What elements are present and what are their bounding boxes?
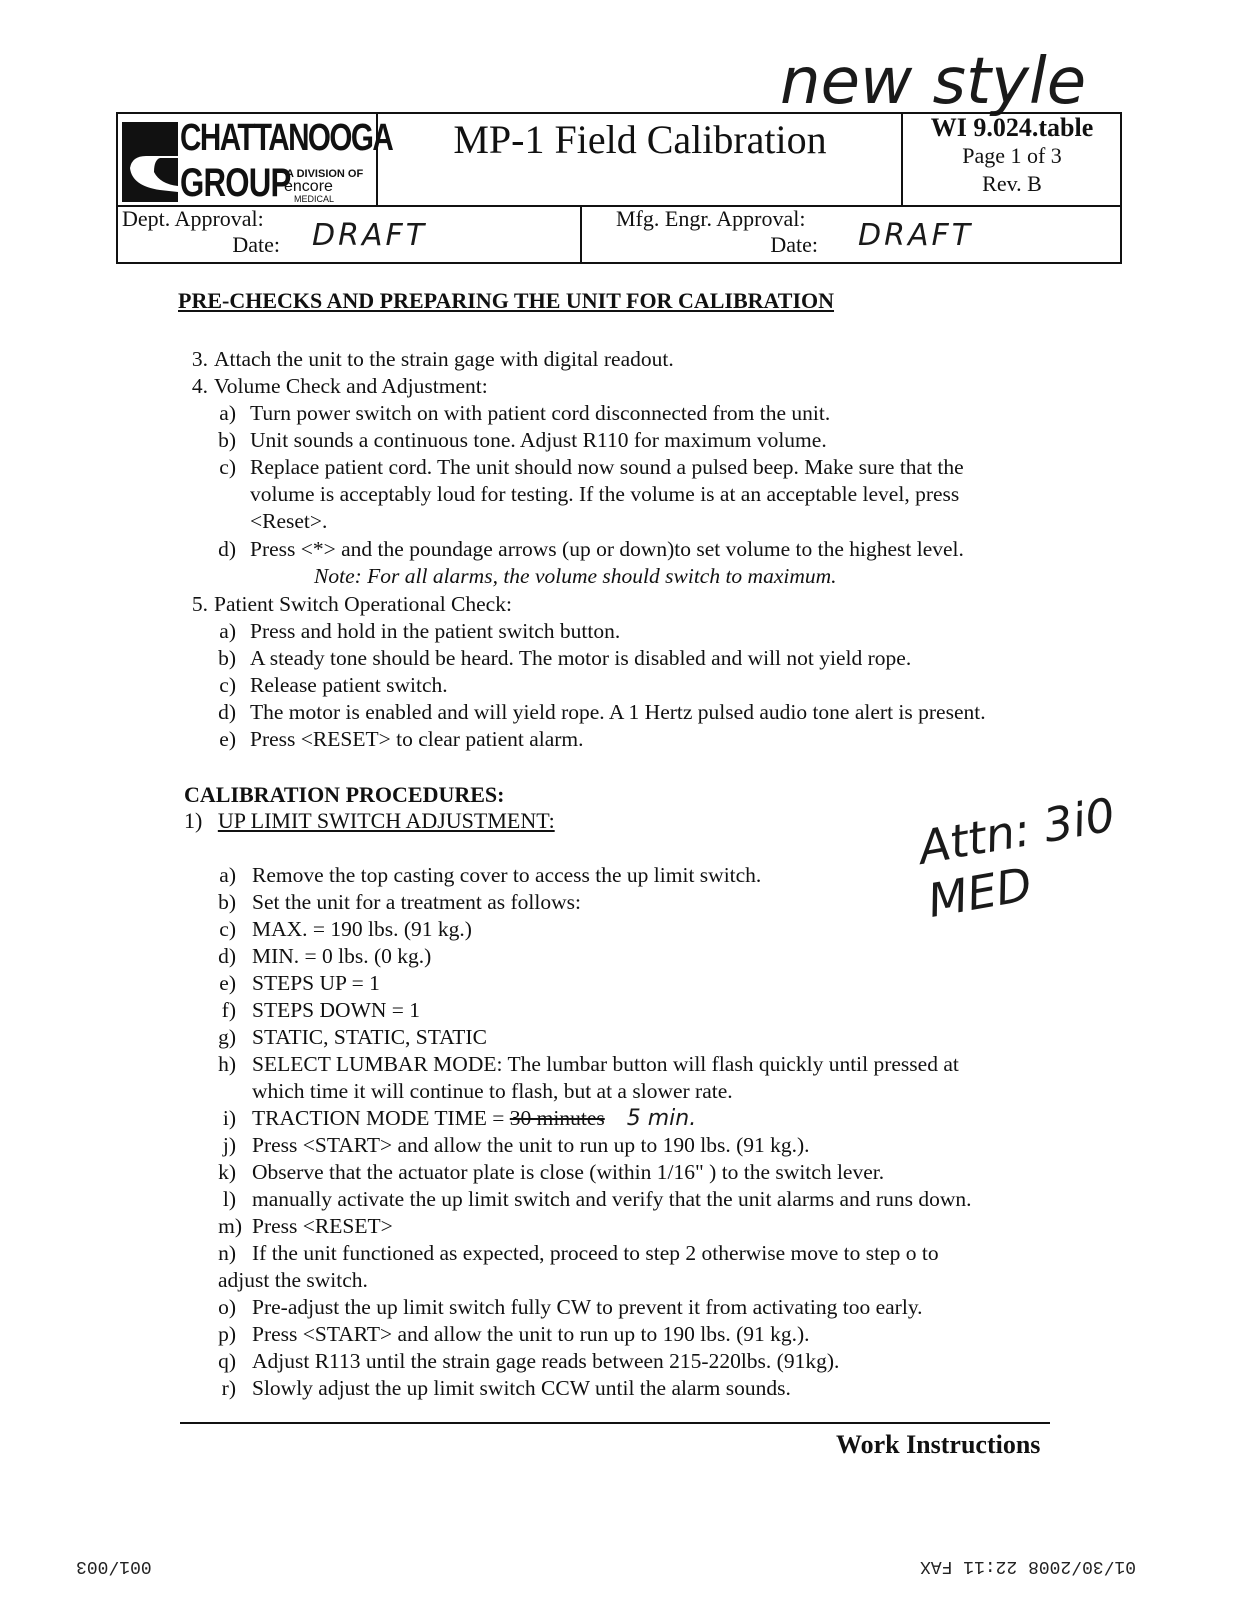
step-text: MIN. = 0 lbs. (0 kg.): [252, 944, 432, 968]
step-text: If the unit functioned as expected, proceed to step 2 otherwise move to step o to: [252, 1241, 939, 1265]
step-text: The motor is enabled and will yield rope. A 1 Hertz pulsed audio tone alert is present.: [250, 700, 986, 724]
step-text: adjust the switch.: [218, 1268, 368, 1292]
mfg-draft-handwritten: DRAFT: [858, 218, 974, 253]
dept-draft-handwritten: DRAFT: [312, 218, 428, 253]
step-text: Press and hold in the patient switch button.: [250, 619, 621, 643]
doc-id-block: [905, 114, 1119, 198]
step-number: e): [219, 971, 236, 995]
mfg-date-label: Date:: [770, 232, 818, 257]
step-text: Note: For all alarms, the volume should switch to maximum.: [314, 564, 837, 588]
step-text: STEPS UP = 1: [252, 971, 380, 995]
mfg-approval: [616, 206, 818, 258]
step-text: Press <RESET> to clear patient alarm.: [250, 727, 584, 751]
step-text: STATIC, STATIC, STATIC: [252, 1025, 487, 1049]
step-text: Turn power switch on with patient cord disconnected from the unit.: [250, 401, 831, 425]
step-text: Press <*> and the poundage arrows (up or down)to set volume to the highest level.: [250, 537, 964, 561]
step-text: Volume Check and Adjustment:: [214, 374, 488, 398]
step-number: r): [221, 1376, 236, 1400]
step-text: A steady tone should be heard. The motor is disabled and will not yield rope.: [250, 646, 912, 670]
step-text: Adjust R113 until the strain gage reads between 215-220lbs. (91kg).: [252, 1349, 840, 1373]
step-number: b): [218, 428, 236, 452]
step-text: Pre-adjust the up limit switch fully CW to prevent it from activating too early.: [252, 1295, 923, 1319]
step-number: d): [218, 944, 236, 968]
dept-approval: [122, 206, 280, 258]
step-number: n): [218, 1241, 236, 1265]
step-text: MAX. = 190 lbs. (91 kg.): [252, 917, 472, 941]
step-number: f): [221, 998, 236, 1022]
step-number: j): [222, 1133, 236, 1157]
mfg-approval-label: Mfg. Engr. Approval:: [616, 206, 806, 231]
step-number: m): [218, 1214, 242, 1238]
step-text: Patient Switch Operational Check:: [214, 592, 512, 616]
company-logo: [120, 116, 393, 205]
fax-page-stamp: 001/003: [76, 1556, 152, 1576]
step-text: SELECT LUMBAR MODE: The lumbar button will flash quickly until pressed at: [252, 1052, 959, 1076]
handwritten-note-top: new style: [780, 45, 1087, 119]
section-title-calibration: CALIBRATION PROCEDURES:: [184, 782, 505, 807]
step-number: c): [219, 673, 236, 697]
page-number: Page 1 of 3: [962, 143, 1062, 168]
dept-approval-label: Dept. Approval:: [122, 206, 264, 231]
section-title-prechecks: PRE-CHECKS AND PREPARING THE UNIT FOR CALIBRATION: [178, 288, 835, 313]
step-number: k): [218, 1160, 236, 1184]
step-number: q): [218, 1349, 236, 1373]
step-number: d): [218, 700, 236, 724]
step-text: [252, 1105, 696, 1132]
page-title: MP-1 Field Calibration: [453, 117, 827, 162]
step-text: Release patient switch.: [250, 673, 448, 697]
footer-label: Work Instructions: [836, 1430, 1041, 1459]
step-text: Attach the unit to the strain gage with digital readout.: [214, 347, 674, 371]
step-number: h): [218, 1052, 236, 1076]
step-number: o): [218, 1295, 236, 1319]
step-text: STEPS DOWN = 1: [252, 998, 421, 1022]
step-number: 3.: [191, 347, 208, 371]
step-text: Press <START> and allow the unit to run up to 190 lbs. (91 kg.).: [252, 1133, 810, 1157]
logo-parent-sub: MEDICAL: [294, 194, 335, 204]
step-number: b): [218, 890, 236, 914]
dept-date-label: Date:: [232, 232, 280, 257]
doc-id: WI 9.024.table: [930, 113, 1094, 142]
struck-text: 30 minutes: [509, 1106, 605, 1130]
step-text: Remove the top casting cover to access the up limit switch.: [252, 863, 762, 887]
step-text-main: TRACTION MODE TIME =: [252, 1106, 510, 1130]
step-number: c): [219, 917, 236, 941]
step-text: manually activate the up limit switch and verify that the unit alarms and runs down.: [252, 1187, 972, 1211]
step-number: d): [218, 537, 236, 561]
logo-parent: encore: [284, 178, 333, 195]
logo-division: A DIVISION OF: [286, 168, 364, 180]
revision: Rev. B: [982, 171, 1042, 196]
step-number: g): [218, 1025, 236, 1049]
handwritten-note-side: Attn: 3i0 MED: [914, 787, 1119, 929]
step-text: which time it will continue to flash, but at a slower rate.: [252, 1079, 733, 1103]
step-text: Replace patient cord. The unit should now sound a pulsed beep. Make sure that the: [250, 455, 964, 479]
step-number: c): [219, 455, 236, 479]
header-col-line-2: [901, 112, 903, 205]
step-number: 4.: [191, 374, 208, 398]
step-number: 5.: [191, 592, 208, 616]
footer-rule: [180, 1422, 1050, 1424]
step-number: a): [219, 863, 236, 887]
step-number: b): [218, 646, 236, 670]
step-number: l): [222, 1187, 236, 1211]
step-text: Press <START> and allow the unit to run up to 190 lbs. (91 kg.).: [252, 1322, 810, 1346]
step-number: a): [219, 401, 236, 425]
step-text: <Reset>.: [250, 509, 328, 533]
header-col-line-3: [580, 205, 582, 264]
subsection-number: 1): [184, 808, 203, 833]
step-number: e): [219, 727, 236, 751]
subsection-label: UP LIMIT SWITCH ADJUSTMENT:: [217, 808, 555, 833]
step-number: a): [219, 619, 236, 643]
step-number: i): [222, 1106, 236, 1130]
step-text: Set the unit for a treatment as follows:: [252, 890, 581, 914]
logo-line2: GROUP: [180, 161, 291, 205]
logo-line1: CHATTANOOGA: [180, 117, 393, 159]
subsection-title: [184, 808, 555, 834]
step-text: Slowly adjust the up limit switch CCW until the alarm sounds.: [252, 1376, 791, 1400]
step-text: Press <RESET>: [252, 1214, 393, 1238]
step-number: p): [218, 1322, 236, 1346]
step-text: volume is acceptably loud for testing. If the volume is at an acceptable level, press: [250, 482, 960, 506]
step-text: Unit sounds a continuous tone. Adjust R110 for maximum volume.: [250, 428, 827, 452]
handwritten-correction: 5 min.: [626, 1106, 697, 1131]
fax-date-stamp: 01/30/2008 22:11 FAX: [920, 1556, 1137, 1576]
step-text: Observe that the actuator plate is close (within 1/16" ) to the switch lever.: [252, 1160, 885, 1184]
